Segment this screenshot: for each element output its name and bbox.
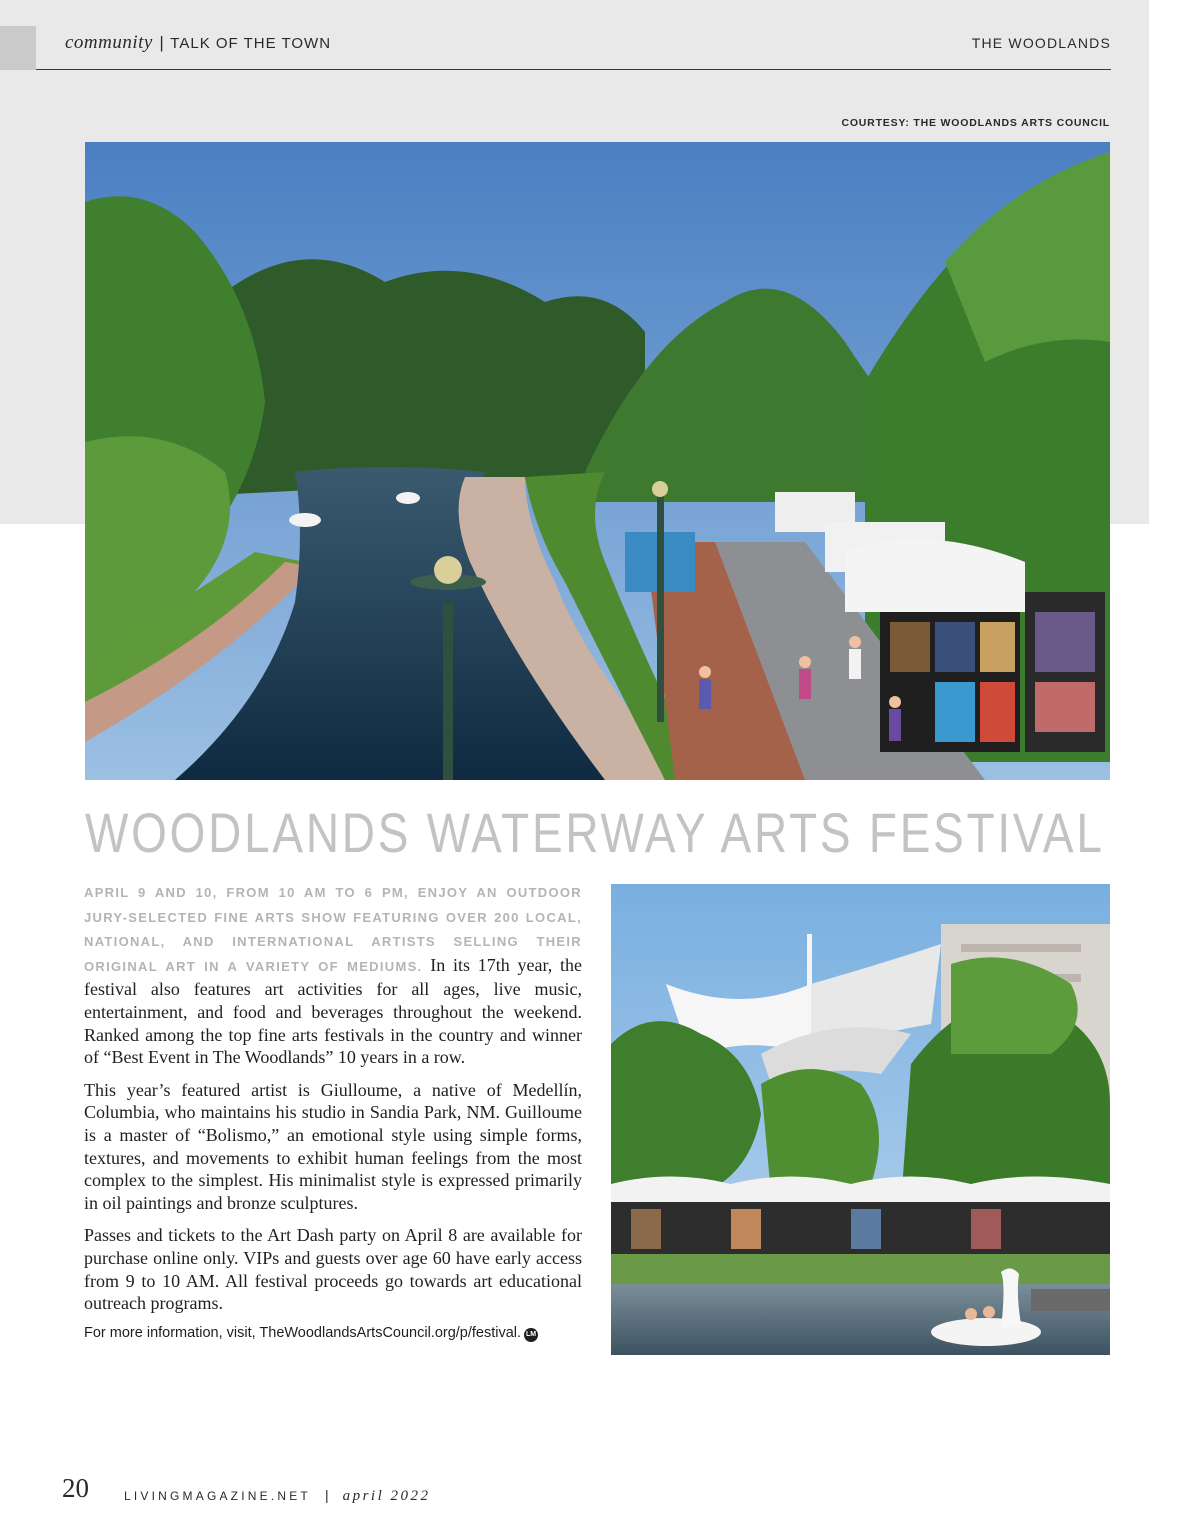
article-body bbox=[84, 880, 582, 1342]
paragraph-3: Passes and tickets to the Art Dash party on April 8 are available for purchase online only. VIPs and guests over age 60 have early access from 9 to 10 AM. All festival proceeds go towards art educational outreach programs. bbox=[84, 1225, 582, 1314]
edition-name: THE WOODLANDS bbox=[971, 35, 1111, 51]
lead-in: APRIL 9 AND 10, FROM 10 AM TO 6 PM, ENJOY AN OUTDOOR JURY-SELECTED FINE ARTS SHOW FEATURING OVER 200 LOCAL, NATIONAL, AND INTERNATIONAL ARTISTS SELLING THEIR ORIGINAL ART IN A VARIETY OF MEDIUMS. bbox=[84, 885, 582, 974]
paragraph-2: This year’s featured artist is Giulloume, a native of Medellín, Columbia, who maintains his studio in Sandia Park, NM. Guilloume is a master of “Bolismo,” an emotional style using simple forms, textures, and movements to exhibit human feelings from the most complex to the simplest. His minimalist style is expressed primarily in oil paintings and bronze sculptures. bbox=[84, 1079, 582, 1213]
festival-waterway-photo bbox=[85, 142, 1110, 780]
photo-credit: COURTESY: THE WOODLANDS ARTS COUNCIL bbox=[841, 117, 1110, 129]
magazine-site: LIVINGMAGAZINE.NET bbox=[124, 1489, 311, 1503]
footer-separator: | bbox=[324, 1487, 329, 1503]
section-header bbox=[65, 32, 331, 54]
section-separator: | bbox=[159, 33, 164, 52]
end-mark-logo: LM bbox=[524, 1328, 538, 1342]
header-rule bbox=[36, 69, 1111, 70]
article-headline: WOODLANDS WATERWAY ARTS FESTIVAL bbox=[85, 801, 1105, 864]
page-number: 20 bbox=[62, 1473, 89, 1503]
issue-date: april 2022 bbox=[342, 1488, 431, 1504]
corner-tab bbox=[0, 26, 36, 70]
section-name: community bbox=[65, 32, 153, 53]
festival-lake-photo bbox=[611, 884, 1110, 1355]
footer bbox=[124, 1487, 431, 1505]
paragraph-1-text: In its 17th year, the festival also features art activities for all ages, live music, entertainment, and food and beverages throughout the weekend. Ranked among the top fine arts festivals in the country and winner of “Best Event in The Woodlands” 10 years in a row. bbox=[84, 954, 582, 1068]
more-info bbox=[84, 1325, 582, 1342]
more-info-link[interactable]: For more information, visit, TheWoodlandsArtsCouncil.org/p/festival. bbox=[84, 1324, 522, 1341]
paragraph-1 bbox=[84, 880, 582, 1069]
subsection-name: TALK OF THE TOWN bbox=[170, 35, 332, 52]
